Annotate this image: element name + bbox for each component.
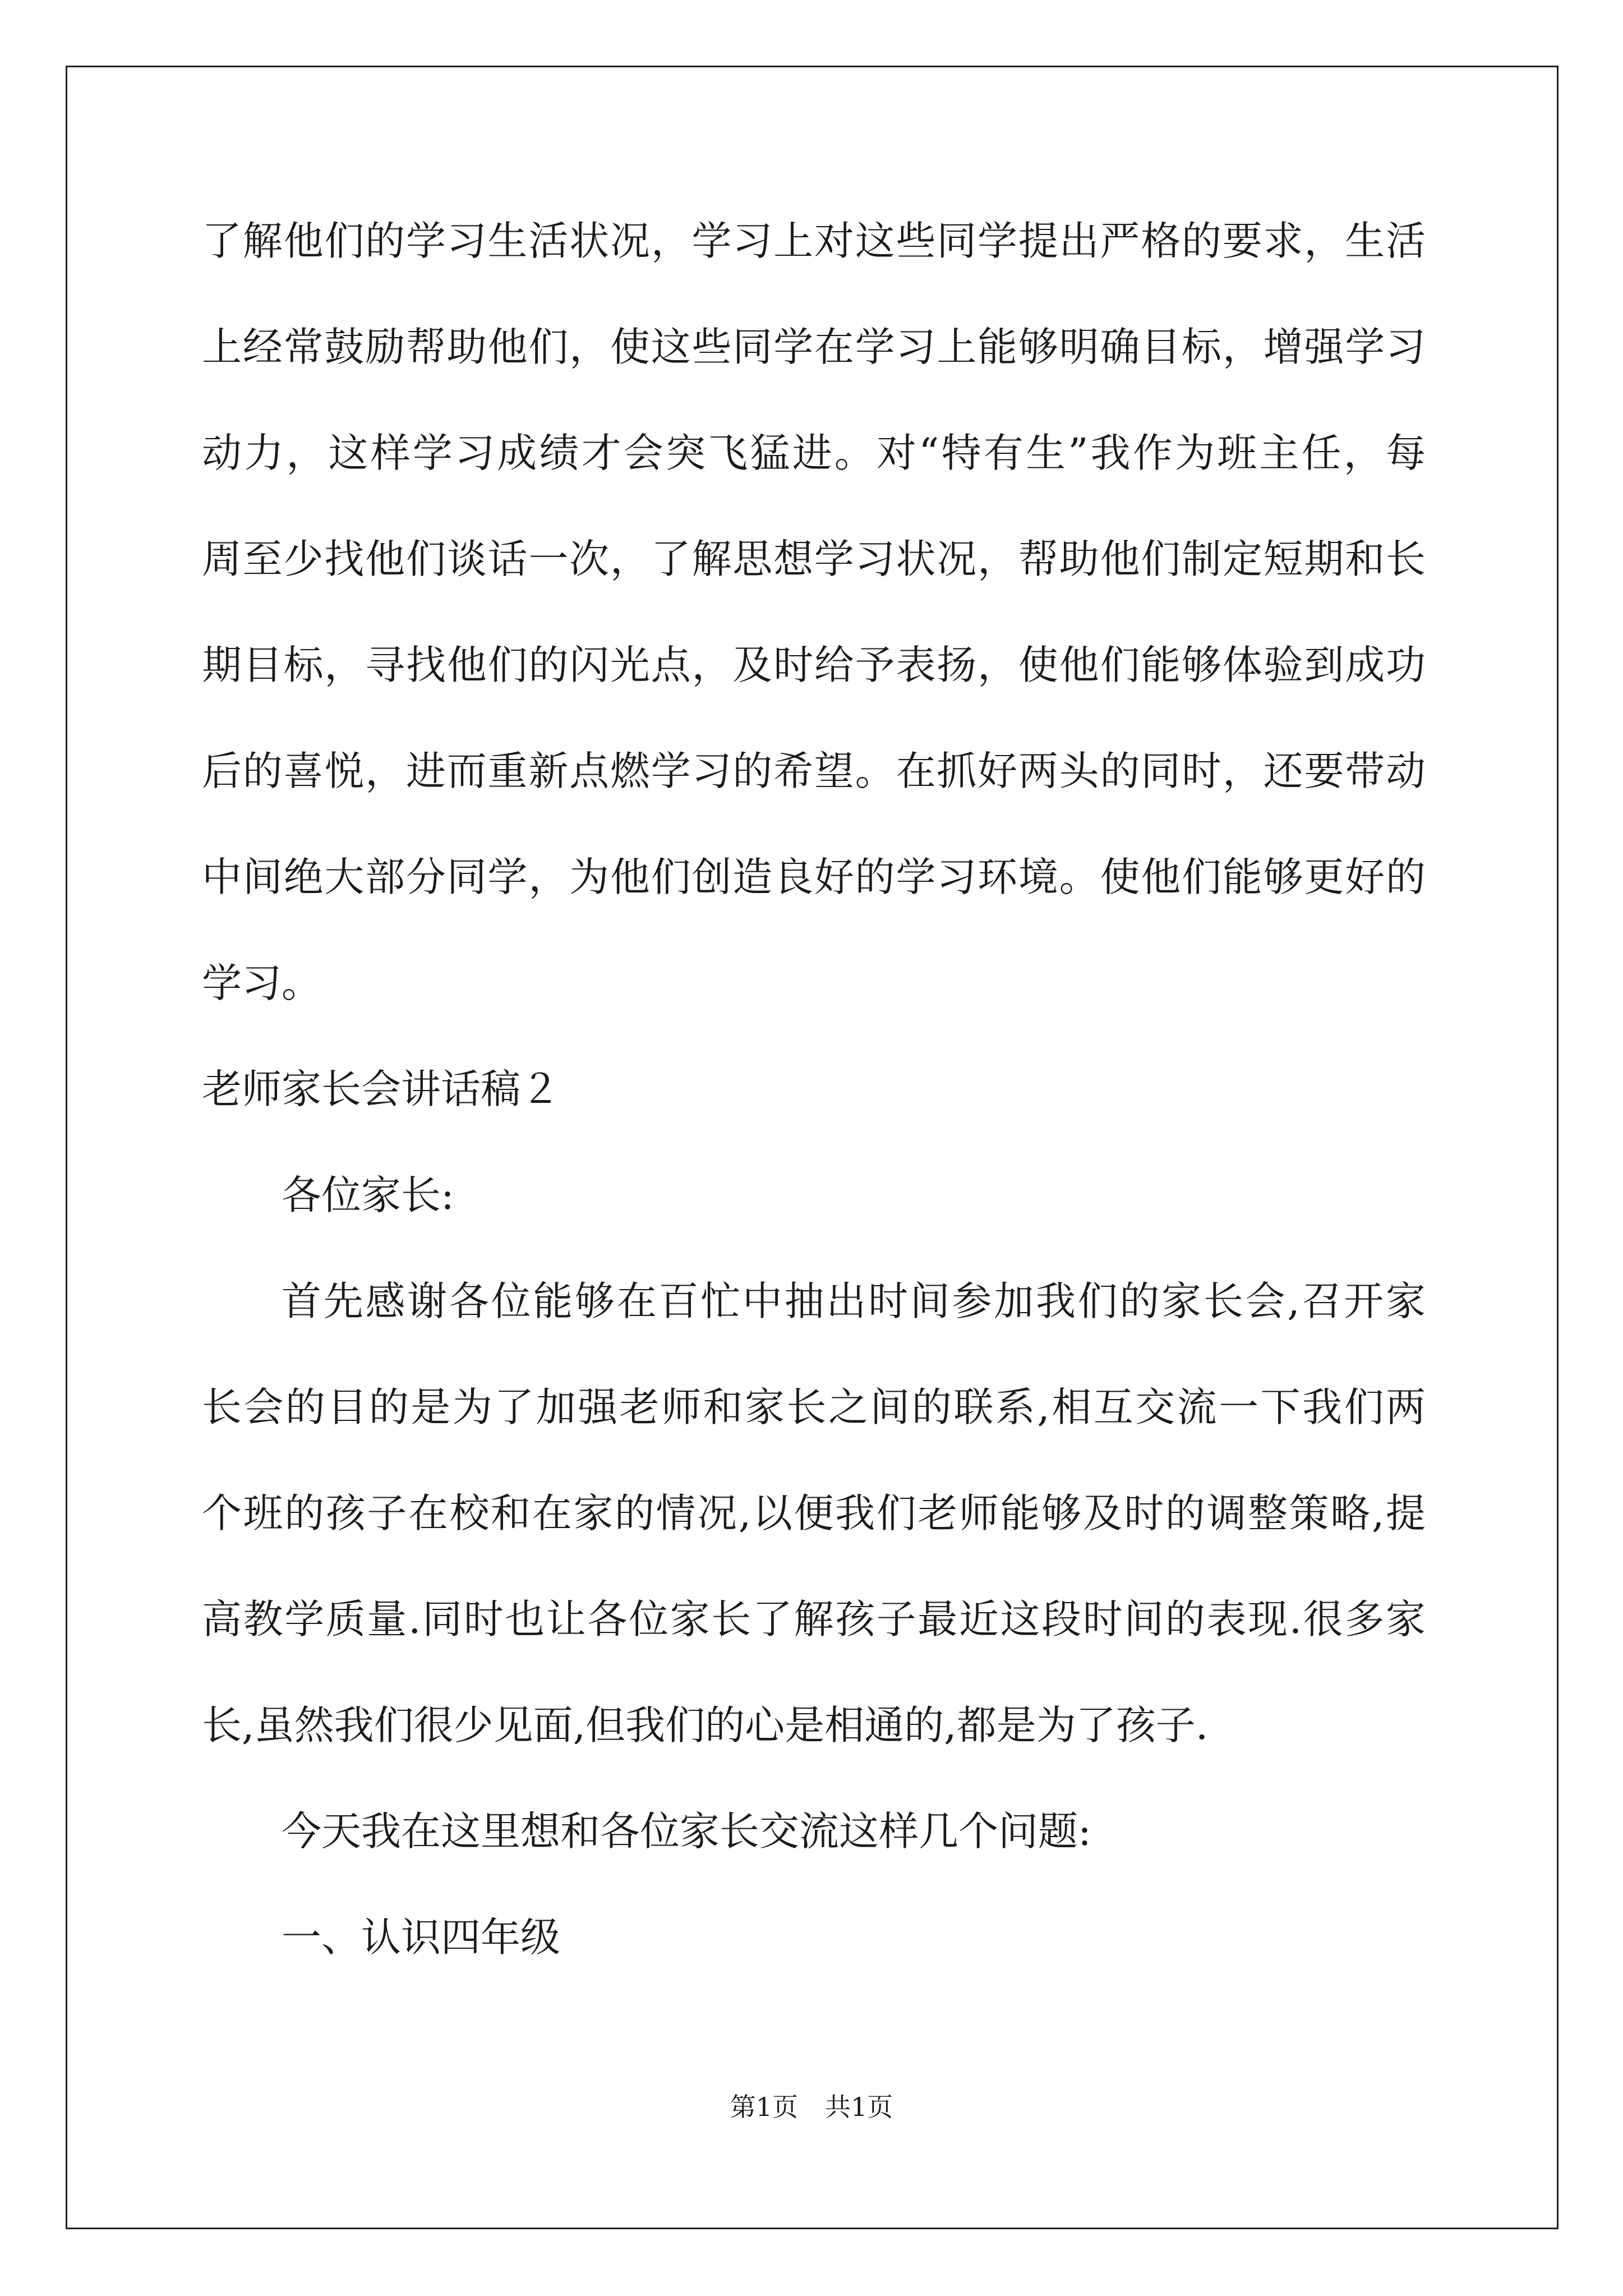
paragraph-line: 高教学质量.同时也让各位家长了解孩子最近这段时间的表现.很多家 [202,1596,1426,1642]
subsection-heading: 一、认识四年级 [282,1914,561,1961]
salutation: 各位家长: [282,1172,454,1218]
paragraph-line: 动力，这样学习成绩才会突飞猛进。对“特有生”我作为班主任，每 [202,430,1426,476]
paragraph-line: 了解他们的学习生活状况，学习上对这些同学提出严格的要求，生活 [202,218,1426,264]
page-number: 第1页 [730,2092,798,2122]
page-footer [0,2090,1623,2124]
paragraph-line: 个班的孩子在校和在家的情况,以便我们老师能够及时的调整策略,提 [202,1490,1426,1536]
paragraph-line: 首先感谢各位能够在百忙中抽出时间参加我们的家长会,召开家 [282,1278,1426,1324]
paragraph-line: 期目标，寻找他们的闪光点，及时给予表扬，使他们能够体验到成功 [202,642,1426,688]
paragraph-line: 周至少找他们谈话一次，了解思想学习状况，帮助他们制定短期和长 [202,536,1426,582]
paragraph-line: 后的喜悦，进而重新点燃学习的希望。在抓好两头的同时，还要带动 [202,748,1426,794]
page-border [66,66,1559,2229]
paragraph-line-end: 学习。 [202,960,322,1006]
page-total: 共1页 [825,2092,893,2122]
section-heading: 老师家长会讲话稿２ [202,1066,561,1112]
paragraph-line: 上经常鼓励帮助他们，使这些同学在学习上能够明确目标，增强学习 [202,324,1426,370]
paragraph-line: 长会的目的是为了加强老师和家长之间的联系,相互交流一下我们两 [202,1384,1426,1430]
paragraph-line: 今天我在这里想和各位家长交流这样几个问题: [282,1808,1091,1855]
paragraph-line: 中间绝大部分同学，为他们创造良好的学习环境。使他们能够更好的 [202,854,1426,900]
paragraph-line-end: 长,虽然我们很少见面,但我们的心是相通的,都是为了孩子. [202,1702,1209,1749]
